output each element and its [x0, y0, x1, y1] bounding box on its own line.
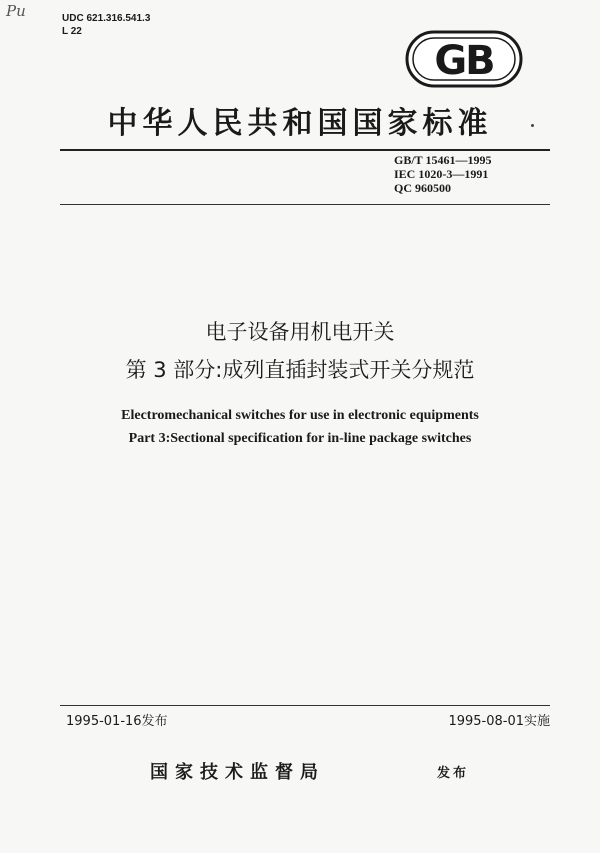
footer-divider: [60, 705, 550, 706]
iec-number: IEC 1020-3—1991: [394, 167, 489, 181]
header-divider: [60, 204, 550, 205]
udc-code: UDC 621.316.541.3: [62, 13, 151, 24]
handwritten-mark: Pu: [6, 2, 26, 20]
category-code: L 22: [62, 26, 82, 37]
publish-label: 发布: [437, 766, 470, 781]
gb-number: GB/T 15461—1995: [394, 153, 492, 167]
top-divider: [60, 149, 550, 151]
title-en-line2: Part 3:Sectional specification for in-line package switches: [128, 431, 472, 446]
publisher-name: 国家技术监督局: [150, 762, 325, 783]
issue-date: 1995-01-16发布: [66, 714, 168, 729]
title-cn-line2: 第 3 部分:成列直插封装式开关分规范: [125, 358, 475, 382]
page-title: 中华人民共和国国家标准: [107, 106, 493, 141]
standard-number-block: [394, 153, 491, 195]
gb-logo-text: GB: [434, 38, 494, 84]
speck-mark: [531, 124, 534, 127]
title-en-line1: Electromechanical switches for use in electronic equipments: [121, 408, 479, 423]
title-cn-line1: 电子设备用机电开关: [205, 320, 395, 344]
gb-logo-icon: [405, 30, 523, 88]
qc-number: QC 960500: [394, 181, 451, 195]
effective-date: 1995-08-01实施: [448, 714, 550, 729]
classification-block: [62, 12, 150, 38]
